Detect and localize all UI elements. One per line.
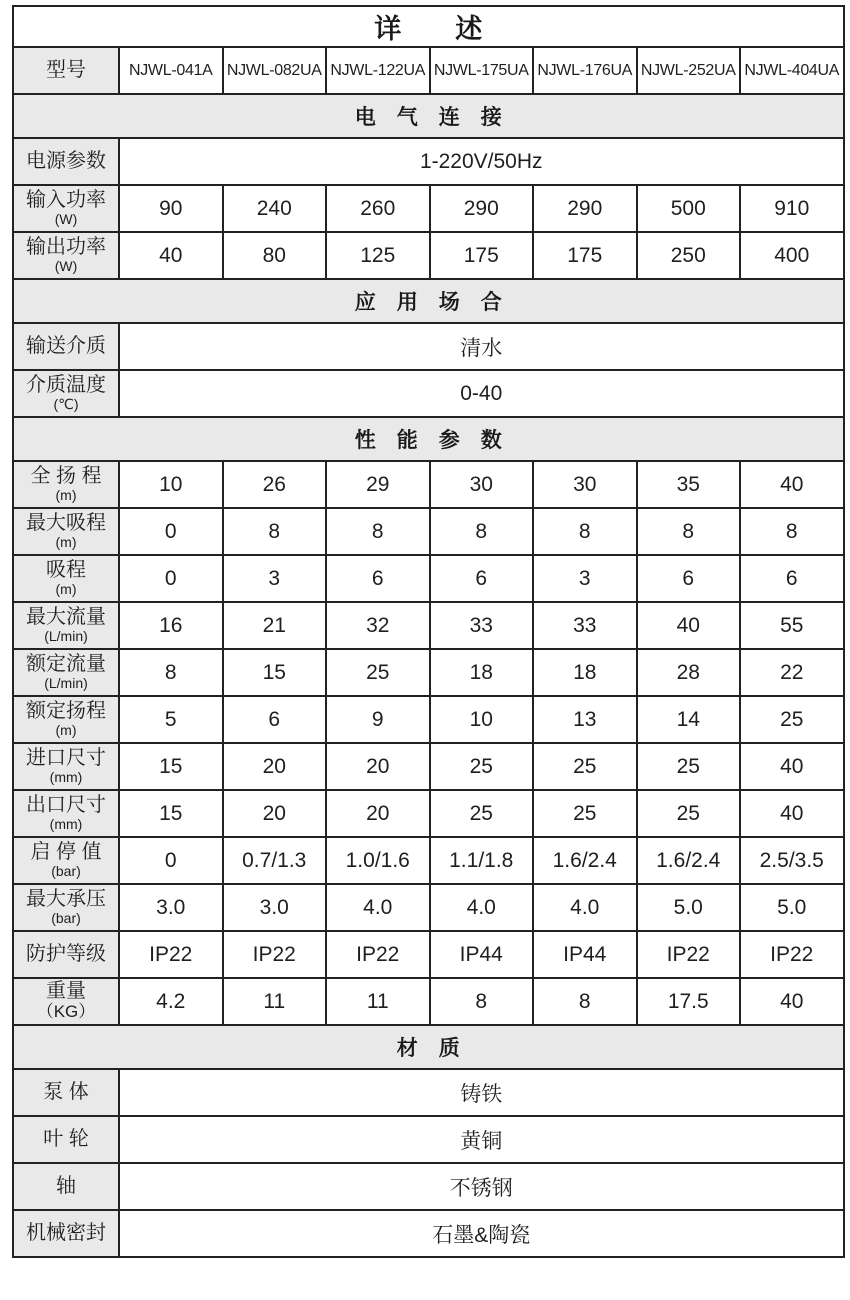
value-cell: 8: [637, 508, 741, 555]
model-name: NJWL-252UA: [637, 47, 741, 94]
model-name: NJWL-041A: [119, 47, 223, 94]
value-cell: 8: [326, 508, 430, 555]
value-cell: 8: [430, 508, 534, 555]
table-row: [13, 185, 844, 232]
value-cell: 8: [533, 508, 637, 555]
row-unit: (℃): [53, 396, 79, 413]
row-unit: (W): [54, 258, 78, 275]
row-label-text: 介质温度: [26, 373, 106, 396]
row-label-rated-flow: [13, 649, 119, 696]
value-cell: IP22: [119, 931, 223, 978]
value-cell: IP44: [533, 931, 637, 978]
table-row: [13, 978, 844, 1025]
pump-spec-table: [12, 5, 845, 1258]
row-label-medium-temp: [13, 370, 119, 417]
value-cell: 400: [740, 232, 844, 279]
section-row: [13, 1025, 844, 1069]
value-cell: 25: [637, 743, 741, 790]
row-unit: (W): [54, 211, 78, 228]
row-label-input-power: [13, 185, 119, 232]
value-cell: 20: [223, 743, 327, 790]
row-label-text: 最大流量: [26, 605, 106, 628]
value-cell: 10: [119, 461, 223, 508]
row-unit: (mm): [49, 769, 83, 786]
value-cell: 175: [533, 232, 637, 279]
row-label-suction: [13, 555, 119, 602]
value-cell: 13: [533, 696, 637, 743]
row-unit: (m): [55, 534, 77, 551]
value-cell: 20: [223, 790, 327, 837]
value-cell: 33: [533, 602, 637, 649]
row-label-inlet-size: [13, 743, 119, 790]
section-header-material: 材 质: [13, 1025, 844, 1069]
row-label-text: 重量: [46, 979, 86, 1002]
row-unit: (m): [55, 722, 77, 739]
section-row: [13, 279, 844, 323]
value-cell: 33: [430, 602, 534, 649]
row-label-rated-head: [13, 696, 119, 743]
row-label-text: 额定流量: [26, 652, 106, 675]
table-row: [13, 602, 844, 649]
row-label-output-power: [13, 232, 119, 279]
model-name: NJWL-122UA: [326, 47, 430, 94]
table-row: [13, 370, 844, 417]
value-cell: 16: [119, 602, 223, 649]
row-label-text: 出口尺寸: [26, 793, 106, 816]
row-label-start-stop: [13, 837, 119, 884]
page-title: 详 述: [13, 6, 844, 47]
value-cell: 26: [223, 461, 327, 508]
row-label-text: 吸程: [46, 558, 86, 581]
row-label-total-head: [13, 461, 119, 508]
value-cell: 40: [740, 743, 844, 790]
value-cell: 1.0/1.6: [326, 837, 430, 884]
value-cell: 910: [740, 185, 844, 232]
value-cell: 40: [740, 461, 844, 508]
value-cell: 260: [326, 185, 430, 232]
value-cell: 4.0: [533, 884, 637, 931]
row-label-max-pressure: [13, 884, 119, 931]
row-label-max-suction: [13, 508, 119, 555]
value-cell: IP44: [430, 931, 534, 978]
value-cell: 5: [119, 696, 223, 743]
value-cell: 30: [533, 461, 637, 508]
table-row: [13, 884, 844, 931]
table-row: [13, 743, 844, 790]
value-cell: 25: [326, 649, 430, 696]
value-cell: 40: [740, 790, 844, 837]
table-row: [13, 1163, 844, 1210]
value-cell: 20: [326, 790, 430, 837]
value-cell: 500: [637, 185, 741, 232]
row-unit: (L/min): [44, 628, 88, 645]
value-cell: 15: [119, 743, 223, 790]
value-cell: 8: [533, 978, 637, 1025]
row-label-text: 最大承压: [26, 887, 106, 910]
value-cell: 0: [119, 508, 223, 555]
row-label-max-flow: [13, 602, 119, 649]
table-row: [13, 696, 844, 743]
value-cell: 55: [740, 602, 844, 649]
table-row: [13, 138, 844, 185]
row-label-weight: [13, 978, 119, 1025]
row-label-pump-body: 泵 体: [13, 1069, 119, 1116]
row-label-mech-seal: 机械密封: [13, 1210, 119, 1257]
value-cell: 3: [223, 555, 327, 602]
value-cell: 15: [119, 790, 223, 837]
value-cell: 18: [430, 649, 534, 696]
value-cell: 6: [740, 555, 844, 602]
value-cell: 1.6/2.4: [533, 837, 637, 884]
value-cell: 3.0: [119, 884, 223, 931]
value-cell: 10: [430, 696, 534, 743]
model-row-label: 型号: [13, 47, 119, 94]
value-cell: 35: [637, 461, 741, 508]
value-cell: 90: [119, 185, 223, 232]
value-cell: 22: [740, 649, 844, 696]
section-row: [13, 417, 844, 461]
value-medium-temp: 0-40: [119, 370, 844, 417]
section-header-application: 应 用 场 合: [13, 279, 844, 323]
value-cell: 3: [533, 555, 637, 602]
value-cell: 5.0: [740, 884, 844, 931]
row-label-text: 进口尺寸: [26, 746, 106, 769]
value-pump-body: 铸铁: [119, 1069, 844, 1116]
value-cell: 14: [637, 696, 741, 743]
value-cell: 4.2: [119, 978, 223, 1025]
value-cell: 6: [223, 696, 327, 743]
table-row: [13, 461, 844, 508]
value-cell: 6: [430, 555, 534, 602]
row-label-protection: 防护等级: [13, 931, 119, 978]
row-label-impeller: 叶 轮: [13, 1116, 119, 1163]
value-cell: 17.5: [637, 978, 741, 1025]
value-cell: 250: [637, 232, 741, 279]
table-row: [13, 1116, 844, 1163]
value-cell: 8: [119, 649, 223, 696]
table-row: [13, 508, 844, 555]
value-cell: 0: [119, 837, 223, 884]
value-power-supply: 1-220V/50Hz: [119, 138, 844, 185]
model-name: NJWL-175UA: [430, 47, 534, 94]
value-cell: 125: [326, 232, 430, 279]
row-unit: (L/min): [44, 675, 88, 692]
row-label-text: 最大吸程: [26, 511, 106, 534]
table-row: [13, 1210, 844, 1257]
table-row: [13, 790, 844, 837]
section-header-electrical: 电 气 连 接: [13, 94, 844, 138]
value-cell: 32: [326, 602, 430, 649]
value-cell: 21: [223, 602, 327, 649]
value-cell: 29: [326, 461, 430, 508]
row-label-text: 输入功率: [26, 188, 106, 211]
row-label-medium: 输送介质: [13, 323, 119, 370]
row-label-text: 输出功率: [26, 235, 106, 258]
row-label-power-supply: 电源参数: [13, 138, 119, 185]
table-row: [13, 837, 844, 884]
value-cell: 8: [430, 978, 534, 1025]
value-cell: 6: [637, 555, 741, 602]
value-cell: 40: [740, 978, 844, 1025]
value-cell: 175: [430, 232, 534, 279]
value-mech-seal: 石墨&陶瓷: [119, 1210, 844, 1257]
table-row: [13, 232, 844, 279]
row-unit: （KG）: [36, 1002, 96, 1022]
value-cell: 3.0: [223, 884, 327, 931]
value-cell: 28: [637, 649, 741, 696]
value-cell: 18: [533, 649, 637, 696]
value-cell: 25: [430, 790, 534, 837]
value-cell: 15: [223, 649, 327, 696]
table-row: [13, 323, 844, 370]
value-cell: 1.6/2.4: [637, 837, 741, 884]
row-unit: (bar): [51, 863, 81, 880]
value-cell: IP22: [223, 931, 327, 978]
value-cell: 6: [326, 555, 430, 602]
value-cell: 5.0: [637, 884, 741, 931]
row-label-shaft: 轴: [13, 1163, 119, 1210]
value-cell: 240: [223, 185, 327, 232]
value-cell: 25: [533, 790, 637, 837]
section-header-performance: 性 能 参 数: [13, 417, 844, 461]
row-unit: (mm): [49, 816, 83, 833]
value-impeller: 黄铜: [119, 1116, 844, 1163]
table-row: [13, 931, 844, 978]
value-cell: IP22: [326, 931, 430, 978]
table-row: [13, 1069, 844, 1116]
value-cell: 4.0: [326, 884, 430, 931]
value-cell: 11: [326, 978, 430, 1025]
model-row: [13, 47, 844, 94]
value-cell: 4.0: [430, 884, 534, 931]
row-unit: (m): [55, 487, 77, 504]
value-cell: 1.1/1.8: [430, 837, 534, 884]
value-cell: 11: [223, 978, 327, 1025]
value-medium: 清水: [119, 323, 844, 370]
value-cell: 30: [430, 461, 534, 508]
value-cell: 40: [119, 232, 223, 279]
value-cell: 290: [430, 185, 534, 232]
value-cell: 8: [740, 508, 844, 555]
value-cell: 290: [533, 185, 637, 232]
value-cell: 0.7/1.3: [223, 837, 327, 884]
row-unit: (bar): [51, 910, 81, 927]
value-cell: IP22: [637, 931, 741, 978]
section-row: [13, 94, 844, 138]
model-name: NJWL-082UA: [223, 47, 327, 94]
value-cell: 20: [326, 743, 430, 790]
row-label-text: 启 停 值: [30, 840, 102, 863]
title-row: [13, 6, 844, 47]
row-label-text: 全 扬 程: [30, 464, 102, 487]
row-label-outlet-size: [13, 790, 119, 837]
value-cell: 2.5/3.5: [740, 837, 844, 884]
value-cell: 80: [223, 232, 327, 279]
value-shaft: 不锈钢: [119, 1163, 844, 1210]
row-label-text: 额定扬程: [26, 699, 106, 722]
value-cell: IP22: [740, 931, 844, 978]
value-cell: 9: [326, 696, 430, 743]
value-cell: 25: [637, 790, 741, 837]
table-row: [13, 649, 844, 696]
value-cell: 0: [119, 555, 223, 602]
value-cell: 8: [223, 508, 327, 555]
value-cell: 40: [637, 602, 741, 649]
table-row: [13, 555, 844, 602]
row-unit: (m): [55, 581, 77, 598]
value-cell: 25: [533, 743, 637, 790]
value-cell: 25: [740, 696, 844, 743]
model-name: NJWL-404UA: [740, 47, 844, 94]
model-name: NJWL-176UA: [533, 47, 637, 94]
value-cell: 25: [430, 743, 534, 790]
